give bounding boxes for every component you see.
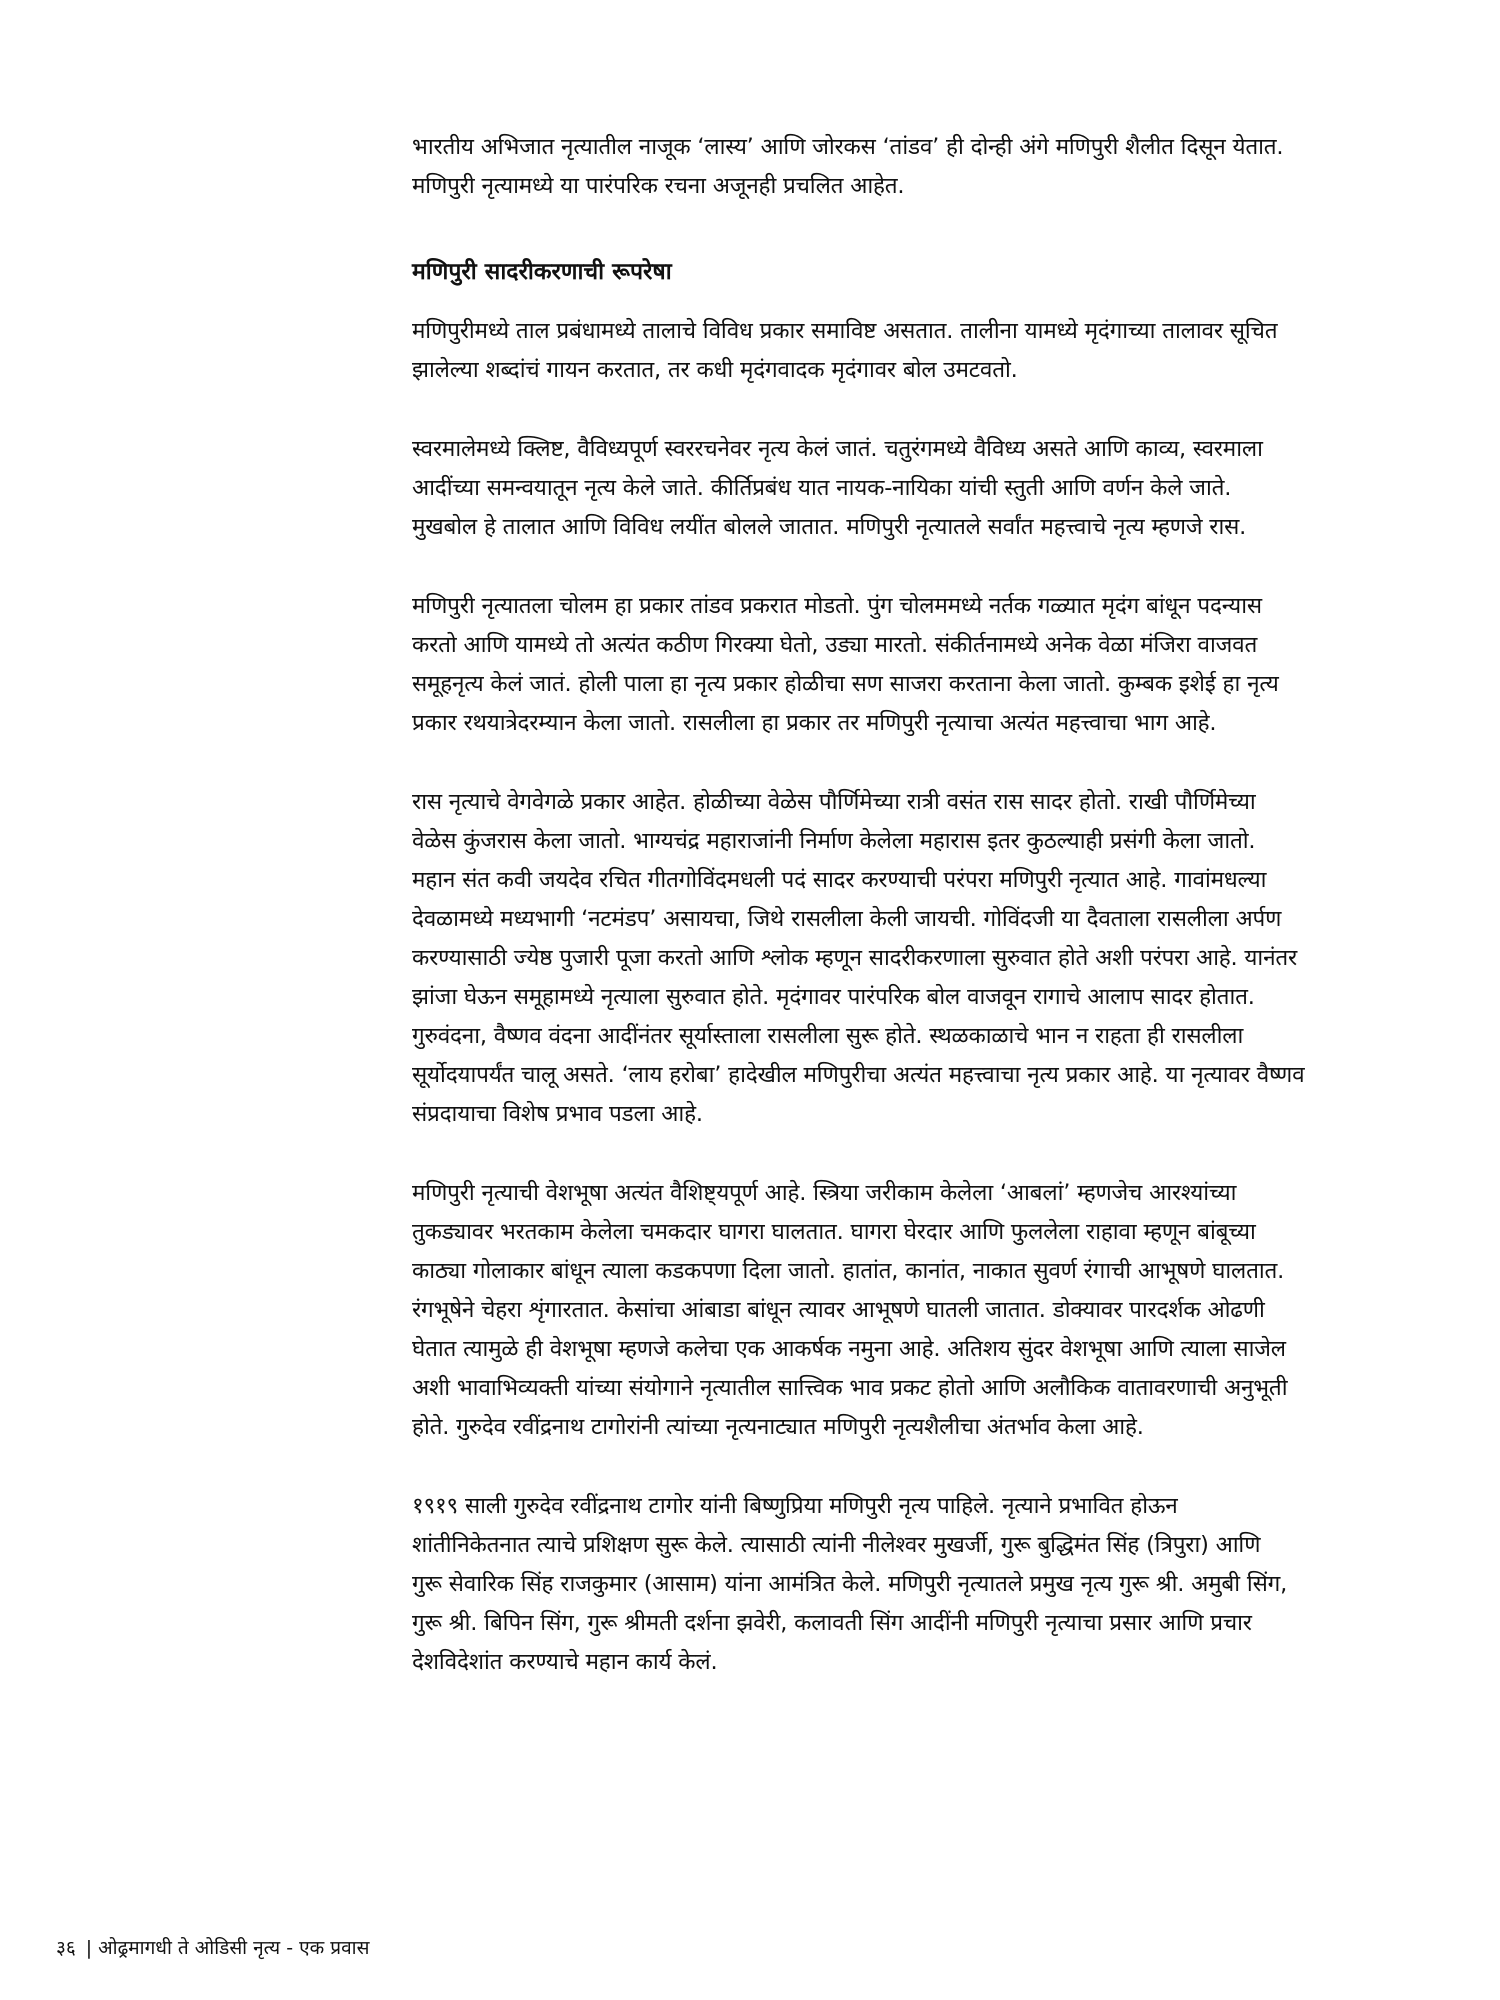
page-number: ३६ [56,1937,76,1959]
paragraph-costume: मणिपुरी नृत्याची वेशभूषा अत्यंत वैशिष्ट्यपूर्ण आहे. स्त्रिया जरीकाम केलेला ‘आबलां’ म्हणजेच आरश्यांच्या तुकड्यावर भरतकाम केलेला चमकदार घागरा घालतात. घागरा घेरदार आणि फुललेला राहावा म्हणून बांबूच्या काठ्या गोलाकार बांधून त्याला कडकपणा दिला जातो. हातांत, कानांत, नाकात सुवर्ण रंगाची आभूषणे घालतात. रंगभूषेने चेहरा शृंगारतात. केसांचा आंबाडा बांधून त्यावर आभूषणे घातली जातात. डोक्यावर पारदर्शक ओढणी घेतात त्यामुळे ही वेशभूषा म्हणजे कलेचा एक आकर्षक नमुना आहे. अतिशय सुंदर वेशभूषा आणि त्याला साजेल अशी भावाभिव्यक्ती यांच्या संयोगाने नृत्यातील सात्त्विक भाव प्रकट होतो आणि अलौकिक वातावरणाची अनुभूती होते. गुरुदेव रवींद्रनाथ टागोरांनी त्यांच्या नृत्यनाट्यात मणिपुरी नृत्यशैलीचा अंतर्भाव केला आहे. [412,1180,1288,1440]
paragraph-tagore: १९१९ साली गुरुदेव रवींद्रनाथ टागोर यांनी बिष्णुप्रिया मणिपुरी नृत्य पाहिले. नृत्याने प्रभावित होऊन शांतीनिकेतनात त्याचे प्रशिक्षण सुरू केले. त्यासाठी त्यांनी नीलेश्वर मुखर्जी, गुरू बुद्धिमंत सिंह (त्रिपुरा) आणि गुरू सेवारिक सिंह राजकुमार (आसाम) यांना आमंत्रित केले. मणिपुरी नृत्यातले प्रमुख नृत्य गुरू श्री. अमुबी सिंग, गुरू श्री. बिपिन सिंग, गुरू श्रीमती दर्शना झवेरी, कलावती सिंग आदींनी मणिपुरी नृत्याचा प्रसार आणि प्रचार देशविदेशांत करण्याचे महान कार्य केलं. [412,1493,1288,1675]
footer-separator: | [85,1937,93,1959]
paragraph-swaramala: स्वरमालेमध्ये क्लिष्ट, वैविध्यपूर्ण स्वररचनेवर नृत्य केलं जातं. चतुरंगमध्ये वैविध्य असते आणि काव्य, स्वरमाला आदींच्या समन्वयातून नृत्य केले जाते. कीर्तिप्रबंध यात नायक-नायिका यांची स्तुती आणि वर्णन केले जाते. मुखबोल हे तालात आणि विविध लयींत बोलले जातात. मणिपुरी नृत्यातले सर्वांत महत्त्वाचे नृत्य म्हणजे रास. [412,436,1263,540]
section-heading: मणिपुरी सादरीकरणाची रूपरेषा [412,259,672,285]
paragraph-tala: मणिपुरीमध्ये ताल प्रबंधामध्ये तालाचे विविध प्रकार समाविष्ट असतात. तालीना यामध्ये मृदंगाच्या तालावर सूचित झालेल्या शब्दांचं गायन करतात, तर कधी मृदंगवादक मृदंगावर बोल उमटवतो. [412,318,1278,383]
page-footer [56,1936,369,1960]
intro-paragraph: भारतीय अभिजात नृत्यातील नाजूक ‘लास्य’ आणि जोरकस ‘तांडव’ ही दोन्ही अंगे मणिपुरी शैलीत दिसून येतात. मणिपुरी नृत्यामध्ये या पारंपरिक रचना अजूनही प्रचलित आहेत. [412,134,1284,199]
paragraph-cholam: मणिपुरी नृत्यातला चोलम हा प्रकार तांडव प्रकरात मोडतो. पुंग चोलममध्ये नर्तक गळ्यात मृदंग बांधून पदन्यास करतो आणि यामध्ये तो अत्यंत कठीण गिरक्या घेतो, उड्या मारतो. संकीर्तनामध्ये अनेक वेळा मंजिरा वाजवत समूहनृत्य केलं जातं. होली पाला हा नृत्य प्रकार होळीचा सण साजरा करताना केला जातो. कुम्बक इशेई हा नृत्य प्रकार रथयात्रेदरम्यान केला जातो. रासलीला हा प्रकार तर मणिपुरी नृत्याचा अत्यंत महत्त्वाचा भाग आहे. [412,593,1279,736]
book-title: ओढ्रमागधी ते ओडिसी नृत्य - एक प्रवास [98,1937,370,1959]
page-body [412,128,1434,1722]
paragraph-raas: रास नृत्याचे वेगवेगळे प्रकार आहेत. होळीच्या वेळेस पौर्णिमेच्या रात्री वसंत रास सादर होतो. राखी पौर्णिमेच्या वेळेस कुंजरास केला जातो. भाग्यचंद्र महाराजांनी निर्माण केलेला महारास इतर कुठल्याही प्रसंगी केला जातो. महान संत कवी जयदेव रचित गीतगोविंदमधली पदं सादर करण्याची परंपरा मणिपुरी नृत्यात आहे. गावांमधल्या देवळामध्ये मध्यभागी ‘नटमंडप’ असायचा, जिथे रासलीला केली जायची. गोविंदजी या दैवताला रासलीला अर्पण करण्यासाठी ज्येष्ठ पुजारी पूजा करतो आणि श्लोक म्हणून सादरीकरणाला सुरुवात होते अशी परंपरा आहे. यानंतर झांजा घेऊन समूहामध्ये नृत्याला सुरुवात होते. मृदंगावर पारंपरिक बोल वाजवून रागाचे आलाप सादर होतात. गुरुवंदना, वैष्णव वंदना आदींनंतर सूर्यास्ताला रासलीला सुरू होते. स्थळकाळाचे भान न राहता ही रासलीला सूर्योदयापर्यंत चालू असते. ‘लाय हरोबा’ हादेखील मणिपुरीचा अत्यंत महत्त्वाचा नृत्य प्रकार आहे. या नृत्यावर वैष्णव संप्रदायाचा विशेष प्रभाव पडला आहे. [412,789,1305,1127]
